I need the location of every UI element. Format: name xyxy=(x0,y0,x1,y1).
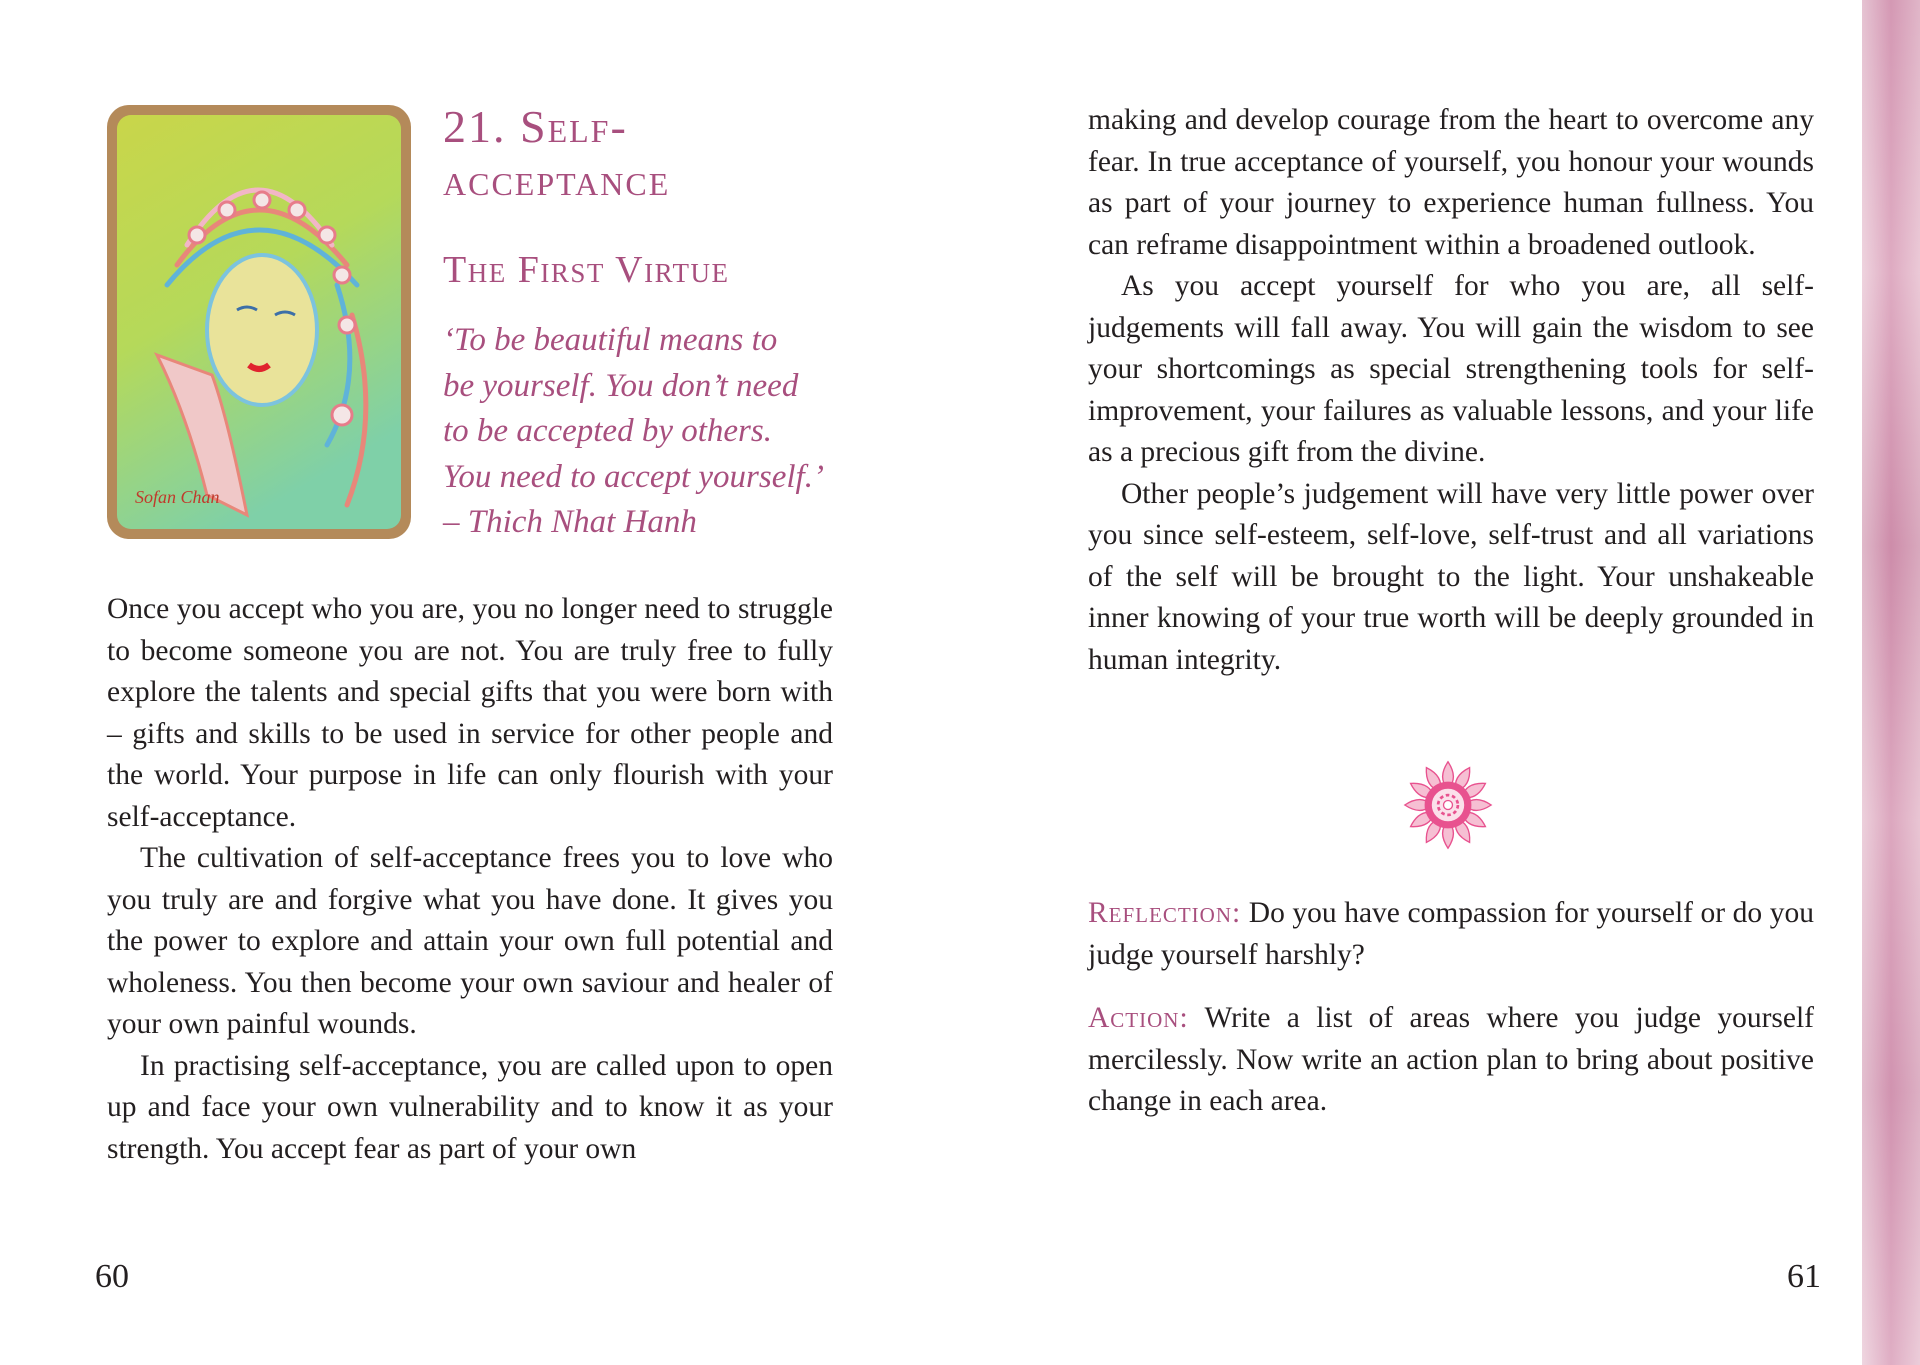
reflection-label: Reflection: xyxy=(1088,897,1242,929)
page-edge-decoration xyxy=(1862,0,1920,1365)
chapter-subtitle: The First Virtue xyxy=(443,249,730,291)
chapter-title-line-2: acceptance xyxy=(443,154,671,205)
epigraph-quote xyxy=(443,318,824,546)
action-text: Write a list of areas where you judge yourself mercilessly. Now write an action plan to bring about positive change in each area. xyxy=(1088,1002,1814,1117)
body-paragraph: Once you accept who you are, you no longer need to struggle to become someone you are not. You are truly free to fully explore the talents and special gifts that you were born with – gifts and skills to be used in service for other people and the world. Your purpose in life can only flourish with your self-acceptance. xyxy=(107,593,833,833)
body-paragraph: Other people’s judgement will have very little power over you since self-esteem, self-love, self-trust and all variations of the self will be brought to the light. Your unshakeable inner knowing of your true worth will be deeply grounded in human integrity. xyxy=(1088,477,1814,676)
quote-line: You need to accept yourself.’ xyxy=(443,458,824,495)
chapter-title-line-1: 21. Self- xyxy=(443,101,628,152)
quote-line: ‘To be beautiful means to xyxy=(443,322,778,358)
body-paragraph: In practising self-acceptance, you are called upon to open up and face your own vulnerability and to know it as your strength. You accept fear as part of your own xyxy=(107,1049,833,1165)
chapter-title xyxy=(443,100,670,206)
action-label: Action: xyxy=(1088,1002,1189,1034)
reflection-text: Do you have compassion for yourself or do you judge yourself harshly? xyxy=(1088,897,1814,971)
body-paragraph: The cultivation of self-acceptance frees you to love who you truly are and forgive what you have done. It gives you the power to explore and attain your own full potential and wholeness. You then become your own saviour and healer of your own painful wounds. xyxy=(107,842,833,1040)
left-body-text xyxy=(107,589,833,1170)
quote-attribution: – Thich Nhat Hanh xyxy=(443,504,697,540)
quote-line: be yourself. You don’t need xyxy=(443,367,799,404)
action-prompt xyxy=(1088,998,1814,1123)
reflection-prompt xyxy=(1088,893,1814,976)
artist-signature: Sofan Chan xyxy=(135,487,220,507)
body-paragraph: making and develop courage from the heart to overcome any fear. In true acceptance of yourself, you honour your wounds as part of your journey to experience human fullness. You can reframe disappointment within a broadened outlook. xyxy=(1088,104,1814,261)
right-body-text xyxy=(1088,100,1814,681)
card-artwork xyxy=(117,115,401,529)
page-number-left: 60 xyxy=(95,1258,129,1295)
page-number-right: 61 xyxy=(1787,1258,1821,1295)
mandala-ornament-icon xyxy=(1403,760,1493,850)
virtue-card-image xyxy=(107,105,411,539)
body-paragraph: As you accept yourself for who you are, all self-judgements will fall away. You will gain the wisdom to see your shortcomings as special strengthening tools for self-improvement, your failures as valuable lessons, and your life as a precious gift from the divine. xyxy=(1088,270,1814,468)
quote-line: to be accepted by others. xyxy=(443,413,772,449)
